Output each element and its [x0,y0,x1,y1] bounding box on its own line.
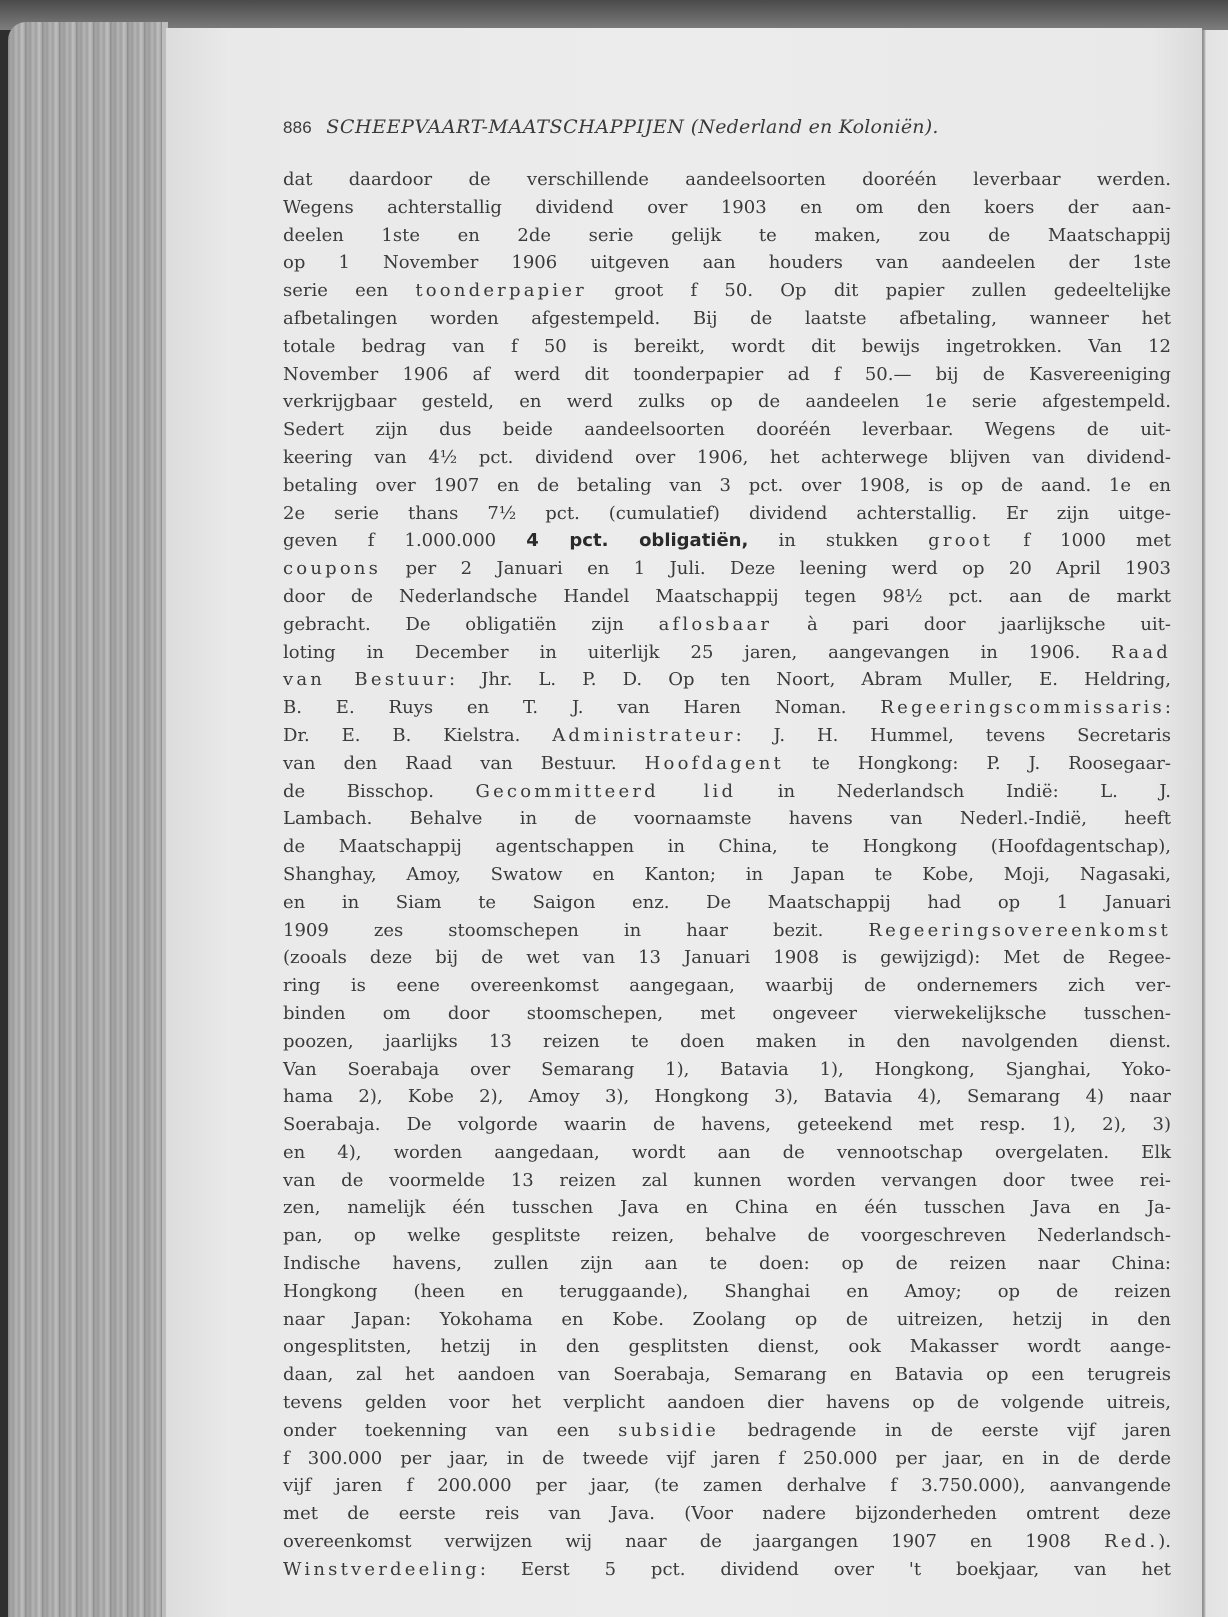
text-line [283,1222,1171,1250]
text-run: Soerabaja. De volgorde waarin de havens, geteekend met resp. 1), 2), 3) [283,1114,1171,1136]
text-run: met de eerste reis van Java. (Voor nadere bijzonderheden omtrent deze [283,1503,1171,1525]
text-line [283,722,1171,750]
text-line [283,1111,1171,1139]
text-run: te Hongkong: P. J. Roosegaar- [783,752,1171,774]
text-line [283,805,1171,833]
text-line [283,1167,1171,1195]
text-line [283,944,1171,972]
text-line [283,833,1171,861]
text-line [283,611,1171,639]
text-line [283,1528,1171,1556]
text-run: afbetalingen worden afgestempeld. Bij de laatste afbetaling, wanneer het [283,307,1171,329]
text-line [283,1500,1171,1528]
text-run: Indische havens, zullen zijn aan te doen: op de reizen naar China: [283,1253,1171,1275]
text-run: per 2 Januari en 1 Juli. Deze leening werd op 20 April 1903 [381,558,1171,580]
spaced-emphasis: Red. [1104,1531,1159,1553]
text-run: : J. H. Hummel, tevens Secretaris [735,724,1171,746]
text-line [283,1445,1171,1473]
text-line [283,500,1171,528]
spaced-emphasis: toonderpapier [415,280,587,302]
text-line [283,305,1171,333]
text-line [283,277,1171,305]
text-run: serie een [283,280,416,302]
text-line [283,222,1171,250]
body-text [283,166,1171,1584]
text-run: in Nederlandsch Indië: L. J. [736,780,1171,802]
spaced-emphasis: subsidie [618,1419,719,1441]
text-run: van den Raad van Bestuur. [283,752,645,774]
spaced-emphasis: aflosbaar [658,613,773,635]
text-line [283,972,1171,1000]
text-run: : [1164,697,1171,719]
text-line [283,388,1171,416]
text-run: : Eerst 5 pct. dividend over 't boekjaar, van het [479,1558,1171,1580]
text-run: bedragende in de eerste vijf jaren [718,1419,1171,1441]
text-run: à pari door jaarlijksche uit- [772,613,1171,635]
text-line [283,750,1171,778]
text-line [283,861,1171,889]
text-run: : Jhr. L. P. D. Op ten Noort, Abram Muller, E. Heldring, [448,669,1171,691]
text-run: naar Japan: Yokohama en Kobe. Zoolang op de uitreizen, hetzij in den [283,1308,1171,1330]
running-title: SCHEEPVAART-MAATSCHAPPIJEN [326,116,685,138]
running-header [283,115,1171,140]
spaced-emphasis: Winstverdeeling [283,1558,480,1580]
text-line [283,416,1171,444]
text-line [283,1306,1171,1334]
text-line [283,1000,1171,1028]
text-run: de Maatschappij agentschappen in China, te Hongkong (Hoofdagentschap), [283,836,1171,858]
text-run: gebracht. De obligatiën zijn [283,613,659,635]
text-line [283,583,1171,611]
text-run: vijf jaren f 200.000 per jaar, (te zamen derhalve f 3.750.000), aanvangende [283,1475,1171,1497]
text-run: f 1000 met [993,530,1172,552]
spaced-emphasis: Regeeringscommissaris [880,697,1165,719]
text-line [283,527,1171,555]
text-run: Dr. E. B. Kielstra. [283,724,553,746]
text-line [283,249,1171,277]
text-line [283,333,1171,361]
text-run: Van Soerabaja over Semarang 1), Batavia 1), Hongkong, Sjanghai, Yoko- [283,1058,1171,1080]
text-line [283,1389,1171,1417]
text-run: 1909 zes stoomschepen in haar bezit. [283,919,869,941]
scan-top-shadow [0,0,1228,30]
spaced-emphasis: Raad [1111,641,1171,663]
text-run: van de voormelde 13 reizen zal kunnen worden vervangen door twee rei- [283,1169,1171,1191]
spaced-emphasis: groot [928,530,994,552]
text-run: Lambach. Behalve in de voornaamste havens van Nederl.-Indië, heeft [283,808,1171,830]
text-run: Shanghay, Amoy, Swatow en Kanton; in Japan te Kobe, Moji, Nagasaki, [283,863,1171,885]
text-line [283,917,1171,945]
text-run: Hongkong (heen en teruggaande), Shanghai en Amoy; op de reizen [283,1280,1171,1302]
text-line [283,1250,1171,1278]
text-run: deelen 1ste en 2de serie gelijk te maken, zou de Maatschappij [283,224,1171,246]
spaced-emphasis: coupons [283,558,382,580]
text-run: geven f 1.000.000 [283,530,527,552]
text-line [283,1056,1171,1084]
text-line [283,1139,1171,1167]
text-run: betaling over 1907 en de betaling van 3 pct. over 1908, is op de aand. 1e en [283,474,1171,496]
page-content [283,115,1171,1584]
text-run: door de Nederlandsche Handel Maatschappij tegen 98½ pct. aan de markt [283,585,1171,607]
text-run: ). [1158,1531,1171,1553]
book-page-stack-edge [8,22,168,1617]
text-run: ring is eene overeenkomst aangegaan, waarbij de ondernemers zich ver- [283,975,1171,997]
text-run: Wegens achterstallig dividend over 1903 en om den koers der aan- [283,196,1171,218]
text-line [283,1361,1171,1389]
text-run: B. E. Ruys en T. J. van Haren Noman. [283,697,881,719]
text-run: (zooals deze bij de wet van 13 Januari 1908 is gewijzigd): Met de Regee- [283,947,1171,969]
text-run: binden om door stoomschepen, met ongeveer vierwekelijksche tusschen- [283,1002,1171,1024]
text-line [283,555,1171,583]
text-run: keering van 4½ pct. dividend over 1906, het achterwege blijven van dividend- [283,446,1171,468]
spaced-emphasis: Hoofdagent [644,752,784,774]
text-line [283,166,1171,194]
page-number: 886 [283,118,312,137]
book-right-edge [1202,30,1228,1617]
text-run: 2e serie thans 7½ pct. (cumulatief) dividend achterstallig. Er zijn uitge- [283,502,1171,524]
text-run: hama 2), Kobe 2), Amoy 3), Hongkong 3), Batavia 4), Semarang 4) naar [283,1086,1171,1108]
text-run: groot f 50. Op dit papier zullen gedeeltelijke [586,280,1172,302]
text-line [283,1333,1171,1361]
text-run: pan, op welke gesplitste reizen, behalve de voorgeschreven Nederlandsch- [283,1225,1171,1247]
text-run: en in Siam te Saigon enz. De Maatschappij had op 1 Januari [283,891,1171,913]
text-line [283,444,1171,472]
text-line [283,1194,1171,1222]
running-subtitle: (Nederland en Koloniën). [690,116,939,138]
text-run: f 300.000 per jaar, in de tweede vijf jaren f 250.000 per jaar, en in de derde [283,1447,1171,1469]
text-line [283,694,1171,722]
text-line [283,1083,1171,1111]
text-line [283,1278,1171,1306]
text-run: overeenkomst verwijzen wij naar de jaargangen 1907 en 1908 [283,1531,1104,1553]
spaced-emphasis: Regeeringsovereenkomst [868,919,1171,941]
text-line [283,1472,1171,1500]
text-line [283,1028,1171,1056]
text-line [283,194,1171,222]
text-run: zen, namelijk één tusschen Java en China en één tusschen Java en Ja- [283,1197,1171,1219]
text-run: de Bisschop. [283,780,476,802]
text-run: poozen, jaarlijks 13 reizen te doen maken in den navolgenden dienst. [283,1030,1171,1052]
text-run: totale bedrag van f 50 is bereikt, wordt dit bewijs ingetrokken. Van 12 [283,335,1171,357]
text-line [283,666,1171,694]
text-line [283,1556,1171,1584]
text-run: en 4), worden aangedaan, wordt aan de vennootschap overgelaten. Elk [283,1141,1171,1163]
text-run: November 1906 af werd dit toonderpapier ad f 50.— bij de Kasvereeniging [283,363,1171,385]
text-run: tevens gelden voor het verplicht aandoen dier havens op de volgende uitreis, [283,1392,1171,1414]
text-line [283,361,1171,389]
text-line [283,778,1171,806]
text-run: loting in December in uiterlijk 25 jaren, aangevangen in 1906. [283,641,1112,663]
text-run: op 1 November 1906 uitgeven aan houders van aandeelen der 1ste [283,252,1171,274]
text-run: Sedert zijn dus beide aandeelsoorten dooréén leverbaar. Wegens de uit- [283,419,1171,441]
text-run: verkrijgbaar gesteld, en werd zulks op de aandeelen 1e serie afgestempeld. [283,391,1171,413]
text-run: onder toekenning van een [283,1419,619,1441]
text-line [283,639,1171,667]
spaced-emphasis: Administrateur [552,724,736,746]
text-run: dat daardoor de verschillende aandeelsoorten dooréén leverbaar werden. [283,169,1171,190]
text-run: daan, zal het aandoen van Soerabaja, Semarang en Batavia op een terugreis [283,1364,1171,1386]
text-run: in stukken [748,530,929,552]
text-run: ongesplitsten, hetzij in den gesplitsten dienst, ook Makasser wordt aange- [283,1336,1171,1358]
bold-heading-term: 4 pct. obligatiën, [526,530,749,552]
spaced-emphasis: Gecommitteerd lid [475,780,737,802]
text-line [283,889,1171,917]
text-line [283,472,1171,500]
text-line [283,1417,1171,1445]
spaced-emphasis: van Bestuur [283,669,449,691]
